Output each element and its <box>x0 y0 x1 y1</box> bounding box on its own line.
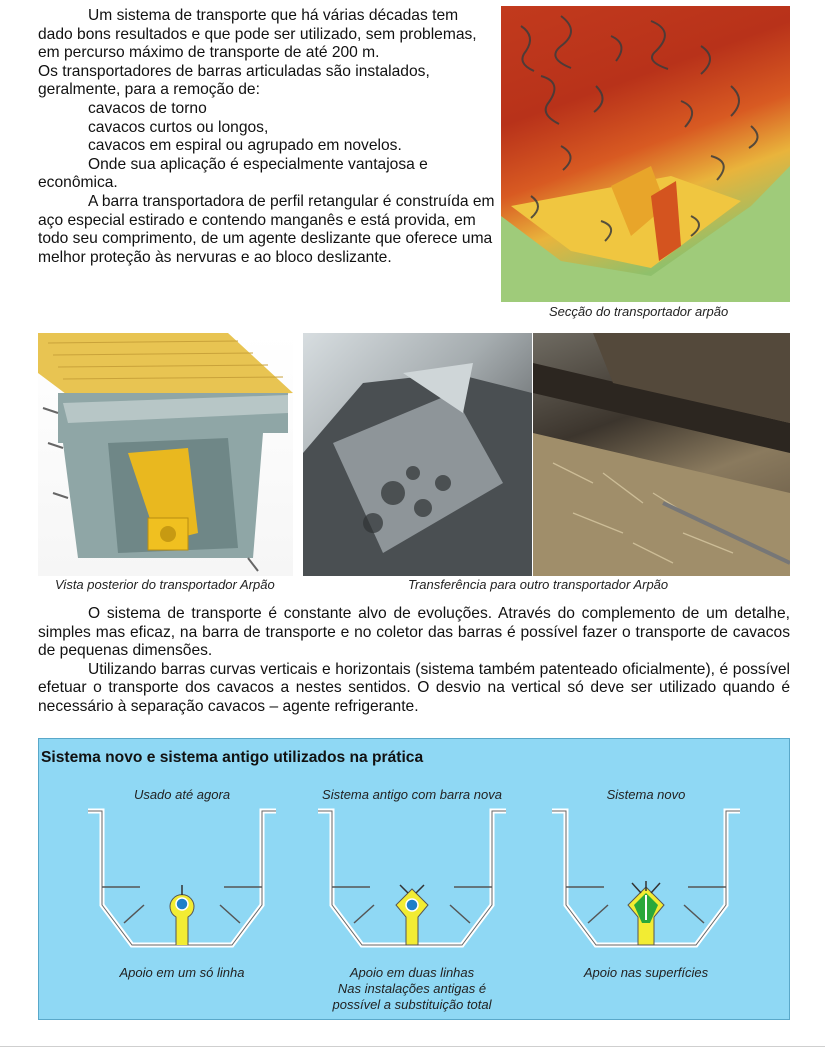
caption-conveyor-section: Secção do transportador arpão <box>549 304 729 319</box>
photo-rear-view <box>38 333 293 576</box>
intro-paragraph-2: Os transportadores de barras articuladas são instalados, geralmente, para a remoção de: <box>38 62 430 99</box>
page-bottom-divider <box>0 1046 825 1047</box>
intro-text <box>38 7 496 267</box>
intro-paragraph-3: Onde sua aplicação é especialmente vantajosa e econômica. <box>38 155 428 192</box>
caption-line: Nas instalações antigas é <box>337 981 487 996</box>
diagram-3-title: Sistema novo <box>606 787 686 802</box>
list-item: cavacos de torno <box>88 99 207 117</box>
body-text <box>38 605 790 717</box>
diagram-new-system <box>546 805 746 960</box>
diagram-2-caption <box>312 965 512 1013</box>
list-item: cavacos em espiral ou agrupado em novelos. <box>88 137 402 155</box>
caption-rear-view: Vista posterior do transportador Arpão <box>55 577 275 592</box>
diagram-2-title: Sistema antigo com barra nova <box>322 787 502 802</box>
diagram-3-caption <box>546 965 746 981</box>
body-paragraph-2: Utilizando barras curvas verticais e horizontais (sistema também patenteado oficialmente), é possível efetuar o transporte dos cavacos a nestes sentidos. O desvio na vertical só deve ser utilizado quando é necessário à separação cavacos – agente refrigerante. <box>38 660 790 715</box>
caption-transfer: Transferência para outro transportador Arpão <box>408 577 669 592</box>
diagram-old-system-new-bar <box>312 805 512 960</box>
diagram-old-system <box>82 805 282 960</box>
diagram-1-title: Usado até agora <box>133 787 231 802</box>
caption-line: Apoio em um só linha <box>119 965 245 980</box>
photo-transfer-left <box>303 333 532 576</box>
photo-transfer-right <box>533 333 790 576</box>
intro-paragraph-4: A barra transportadora de perfil retangular é construída em aço especial estirado e contendo manganês e está provida, em todo seu comprimento, de um agente deslizante que oferece uma melhor proteção às nervuras e ao bloco deslizante. <box>38 192 495 266</box>
diagram-1-caption <box>82 965 282 981</box>
intro-paragraph-1: Um sistema de transporte que há várias décadas tem dado bons resultados e que pode ser utilizado, sem problemas, em percurso máximo de transporte de até 200 m. <box>38 7 477 62</box>
list-item: cavacos curtos ou longos, <box>88 118 269 136</box>
photo-conveyor-section <box>501 6 790 302</box>
caption-line: possível a substituição total <box>332 997 492 1012</box>
caption-line: Apoio em duas linhas <box>349 965 475 980</box>
panel-title: Sistema novo e sistema antigo utilizados na prática <box>41 749 424 766</box>
body-paragraph-1: O sistema de transporte é constante alvo de evoluções. Através do complemento de um detalhe, simples mas eficaz, na barra de transporte e no coletor das barras é possível fazer o transporte de cavacos de pequenas dimensões. <box>38 605 790 660</box>
caption-line: Apoio nas superfícies <box>583 965 709 980</box>
